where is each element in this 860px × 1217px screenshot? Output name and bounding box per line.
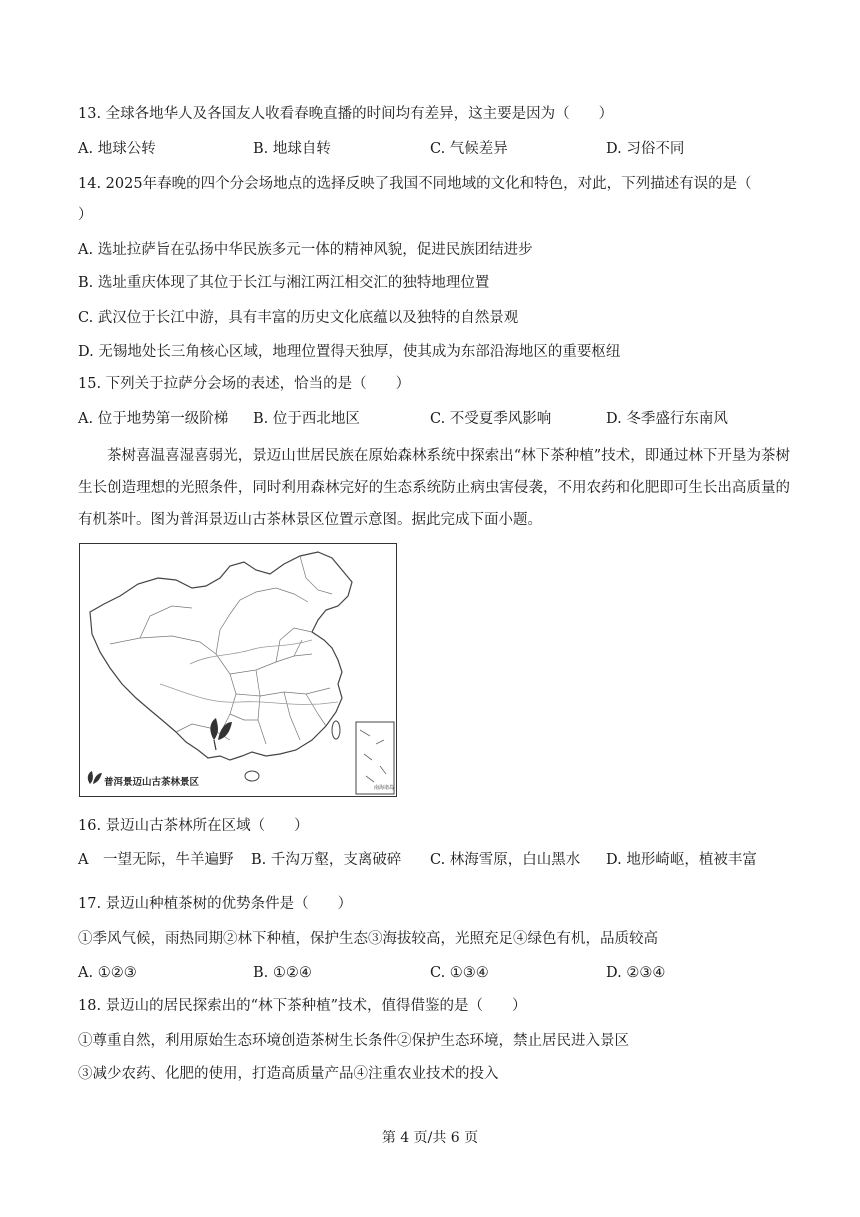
option-16-b: B. 千沟万壑，支离破碎 <box>251 852 402 868</box>
question-14-stem-line1: 14. 2025年春晚的四个分会场地点的选择反映了我国不同地域的文化和特色，对此，下列描述有误的是（ <box>78 176 752 192</box>
option-14-d: D. 无锡地处长三角核心区域，地理位置得天独厚，使其成为东部沿海地区的重要枢纽 <box>78 344 621 360</box>
question-18-statements-line2: ③减少农药、化肥的使用，打造高质量产品④注重农业技术的投入 <box>78 1066 499 1082</box>
option-13-b: B. 地球自转 <box>253 141 331 157</box>
question-16-stem: 16. 景迈山古茶林所在区域（ ） <box>78 818 309 834</box>
question-17-statements: ①季风气候，雨热同期②林下种植，保护生态③海拔较高，光照充足④绿色有机，品质较高 <box>78 931 658 947</box>
map-legend-caption: 普洱景迈山古茶林景区 <box>104 777 200 788</box>
option-15-d: D. 冬季盛行东南风 <box>606 411 728 427</box>
option-14-b: B. 选址重庆体现了其位于长江与湘江两江相交汇的独特地理位置 <box>78 275 490 291</box>
china-location-map <box>79 543 397 797</box>
option-16-d: D. 地形崎岖，植被丰富 <box>606 852 757 868</box>
question-13-stem: 13. 全球各地华人及各国友人收看春晚直播的时间均有差异，这主要是因为（ ） <box>78 106 614 122</box>
option-17-b: B. ①②④ <box>253 965 312 981</box>
question-18-statements-line1: ①尊重自然，利用原始生态环境创造茶树生长条件②保护生态环境，禁止居民进入景区 <box>78 1033 629 1049</box>
option-17-d: D. ②③④ <box>606 965 666 981</box>
option-15-c: C. 不受夏季风影响 <box>430 411 552 427</box>
option-13-d: D. 习俗不同 <box>606 141 685 157</box>
option-16-a: A 一望无际，牛羊遍野 <box>78 852 234 868</box>
option-13-c: C. 气候差异 <box>430 141 508 157</box>
question-14-stem-line2: ） <box>78 207 93 223</box>
question-17-stem: 17. 景迈山种植茶树的优势条件是（ ） <box>78 896 353 912</box>
reading-passage: 茶树喜温喜湿喜弱光，景迈山世居民族在原始森林系统中探索出“林下茶种植”技术，即通过林下开垦为茶树生长创造理想的光照条件，同时利用森林完好的生态系统防止病虫害侵袭，不用农药和化肥即可生长出高质量的有机茶叶。图为普洱景迈山古茶林景区位置示意图。据此完成下面小题。 <box>78 448 790 528</box>
option-17-c: C. ①③④ <box>430 965 489 981</box>
option-15-a: A. 位于地势第一级阶梯 <box>78 411 229 427</box>
page-number-footer: 第 4 页/共 6 页 <box>381 1130 479 1146</box>
option-14-a: A. 选址拉萨旨在弘扬中华民族多元一体的精神风貌，促进民族团结进步 <box>78 242 533 258</box>
map-inset-note: 南海诸岛 <box>374 785 395 791</box>
option-15-b: B. 位于西北地区 <box>253 411 360 427</box>
question-18-stem: 18. 景迈山的居民探索出的“林下茶种植”技术，值得借鉴的是（ ） <box>78 998 527 1014</box>
option-13-a: A. 地球公转 <box>78 141 156 157</box>
question-15-stem: 15. 下列关于拉萨分会场的表述，恰当的是（ ） <box>78 376 411 392</box>
option-14-c: C. 武汉位于长江中游，具有丰富的历史文化底蕴以及独特的自然景观 <box>78 310 519 326</box>
option-16-c: C. 林海雪原，白山黑水 <box>430 852 581 868</box>
option-17-a: A. ①②③ <box>78 965 137 981</box>
china-outline-drawing <box>80 544 396 796</box>
